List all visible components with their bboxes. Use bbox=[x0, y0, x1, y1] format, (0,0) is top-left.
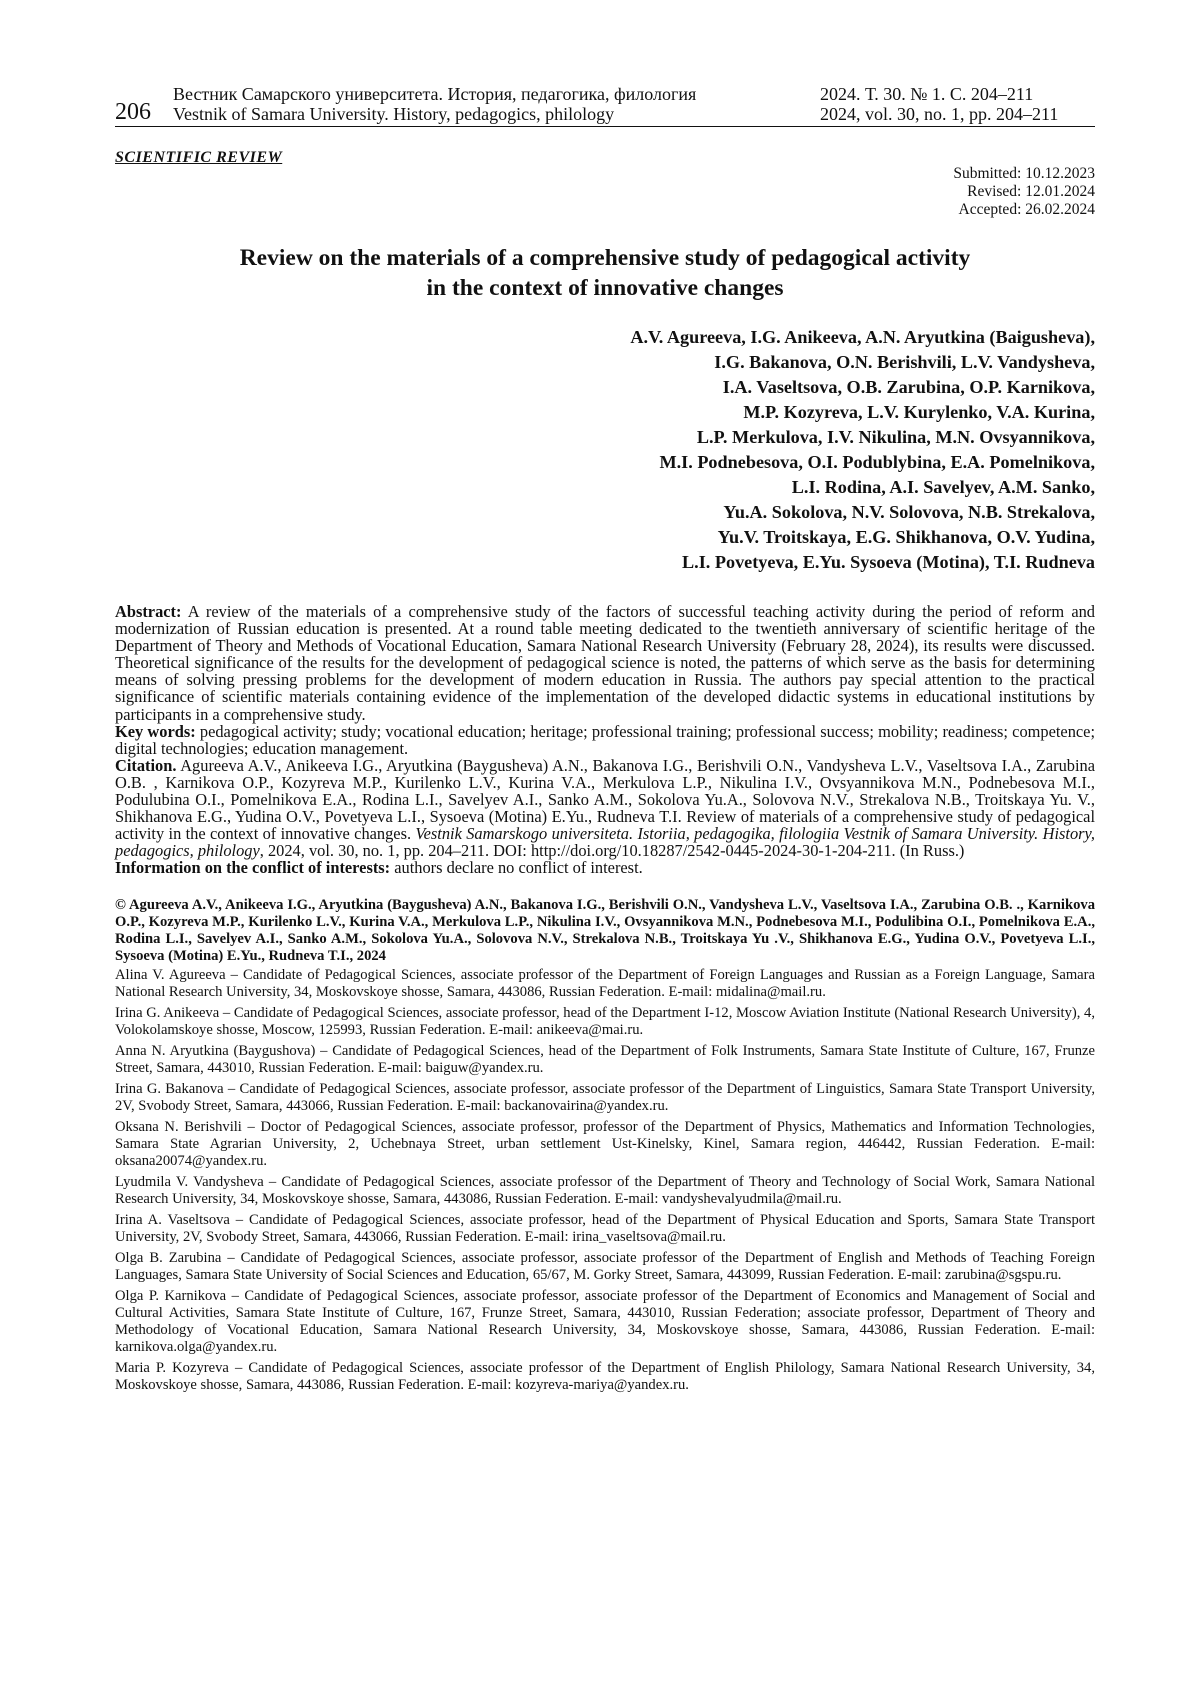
author-line: I.G. Bakanova, O.N. Berishvili, L.V. Vandysheva, bbox=[714, 352, 1095, 372]
affiliation-entry: Irina G. Bakanova – Candidate of Pedagogical Sciences, associate professor, associate professor of the Department of Linguistics, Samara State Transport University, 2V, Svobody Street, Samara, 443066, Russian Federation. E-mail: backanovairina@yandex.ru. bbox=[115, 1080, 1095, 1114]
journal-name bbox=[173, 84, 820, 124]
conflict-text: authors declare no conflict of interest. bbox=[390, 858, 643, 878]
copyright-notice: © Agureeva A.V., Anikeeva I.G., Aryutkina (Baygusheva) A.N., Bakanova I.G., Berishvili O.N., Vandysheva L.V., Vaseltsova I.A., Zarubina O.B. ., Karnikova O.P., Kozyreva M.P., Kurilenko L.V., Kurina V.A., Merkulova L.P., Nikulina I.V., Ovsyannikova M.N., Podnebesova M.I., Podulibina O.I., Pomelnikova E.A., Rodina L.I., Savelyev A.I., Sanko A.M., Sokolova Yu.A., Solovova N.V., Strekalova N.B., Troitskaya Yu .V., Shikhanova E.G., Yudina O.V., Povetyeva L.I., Sysoeva (Motina) E.Yu., Rudneva T.I., 2024 bbox=[115, 896, 1095, 964]
affiliation-entry: Alina V. Agureeva – Candidate of Pedagogical Sciences, associate professor of the Department of Foreign Languages and Russian as a Foreign Language, Samara National Research University, 34, Moskovskoye shosse, Samara, 443086, Russian Federation. E-mail: midalina@mail.ru. bbox=[115, 966, 1095, 1000]
author-line: A.V. Agureeva, I.G. Anikeeva, A.N. Aryutkina (Baigusheva), bbox=[630, 327, 1095, 347]
author-line: L.I. Rodina, A.I. Savelyev, A.M. Sanko, bbox=[791, 477, 1095, 497]
issue-info bbox=[820, 84, 1095, 124]
citation-journal: Vestnik Samarskogo universiteta. Istoriia, pedagogika, filologiia Vestnik of Samara University. History, pedagogics, philology bbox=[115, 824, 1095, 861]
citation-label: Citation. bbox=[115, 755, 177, 775]
citation bbox=[115, 757, 1095, 860]
author-list bbox=[115, 325, 1095, 575]
running-header bbox=[115, 84, 1095, 127]
author-line: M.I. Podnebesova, O.I. Podublybina, E.A. Pomelnikova, bbox=[659, 452, 1095, 472]
section-label: SCIENTIFIC REVIEW bbox=[115, 149, 283, 166]
journal-name-ru: Вестник Самарского университета. История, педагогика, филология bbox=[173, 84, 697, 104]
revised-date: Revised: 12.01.2024 bbox=[967, 183, 1095, 200]
affiliation-entry: Maria P. Kozyreva – Candidate of Pedagogical Sciences, associate professor of the Department of English Philology, Samara National Research University, 34, Moskovskoye shosse, Samara, 443086, Russian Federation. E-mail: kozyreva-mariya@yandex.ru. bbox=[115, 1359, 1095, 1393]
conflict-of-interest bbox=[115, 859, 1095, 876]
keywords-text: pedagogical activity; study; vocational education; heritage; professional training; professional success; mobility; readiness; competence; digital technologies; education management. bbox=[115, 721, 1095, 758]
keywords-label: Key words: bbox=[115, 721, 196, 741]
abstract-text: A review of the materials of a comprehensive study of the factors of successful teaching activity during the period of reform and modernization of Russian education is presented. At a round table meeting dedicated to the twentieth anniversary of scientific heritage of the Department of Theory and Methods of Vocational Education, Samara National Research University (February 28, 2024), its results were discussed. Theoretical significance of the results for the development of pedagogical science is noted, the patterns of which serve as the basis for determining means of solving pressing problems for the development of modern education in Russia. The authors pay special attention to the practical significance of scientific materials containing evidence of the implementation of the developed didactic systems in educational institutions by participants in a comprehensive study. bbox=[115, 602, 1095, 724]
page-number: 206 bbox=[115, 99, 151, 125]
issue-info-en: 2024, vol. 30, no. 1, pp. 204–211 bbox=[820, 104, 1059, 124]
abstract bbox=[115, 603, 1095, 723]
affiliation-entry: Olga P. Karnikova – Candidate of Pedagogical Sciences, associate professor, associate professor of the Department of Economics and Management of Social and Cultural Activities, Samara State Institute of Culture, 167, Frunze Street, Samara, 443010, Russian Federation; associate professor, Department of Theory and Methodology of Vocational Education, Samara National Research University, 34, Moskovskoye shosse, Samara, 443086, Russian Federation. E-mail: karnikova.olga@yandex.ru. bbox=[115, 1287, 1095, 1355]
affiliation-entry: Irina A. Vaseltsova – Candidate of Pedagogical Sciences, associate professor, head of the Department of Physical Education and Sports, Samara State Transport University, 2V, Svobody Street, Samara, 443066, Russian Federation. E-mail: irina_vaseltsova@mail.ru. bbox=[115, 1211, 1095, 1245]
author-line: L.P. Merkulova, I.V. Nikulina, M.N. Ovsyannikova, bbox=[696, 427, 1095, 447]
article-title bbox=[115, 243, 1095, 303]
affiliation-entry: Irina G. Anikeeva – Candidate of Pedagogical Sciences, associate professor, head of the Department I-12, Moscow Aviation Institute (National Research University), 4, Volokolamskoye shosse, Moscow, 125993, Russian Federation. E-mail: anikeeva@mai.ru. bbox=[115, 1004, 1095, 1038]
affiliation-entry: Anna N. Aryutkina (Baygushova) – Candidate of Pedagogical Sciences, head of the Department of Folk Instruments, Samara State Institute of Culture, 167, Frunze Street, Samara, 443010, Russian Federation. E-mail: baiguw@yandex.ru. bbox=[115, 1042, 1095, 1076]
article-dates bbox=[115, 165, 1095, 219]
abstract-label: Abstract: bbox=[115, 602, 182, 621]
title-line: Review on the materials of a comprehensive study of pedagogical activity bbox=[239, 245, 971, 271]
author-line: Yu.V. Troitskaya, E.G. Shikhanova, O.V. Yudina, bbox=[717, 527, 1095, 547]
author-line: L.I. Povetyeva, E.Yu. Sysoeva (Motina), T.I. Rudneva bbox=[682, 552, 1095, 572]
conflict-label: Information on the conflict of interests: bbox=[115, 858, 391, 878]
accepted-date: Accepted: 26.02.2024 bbox=[958, 201, 1095, 218]
author-affiliations bbox=[115, 967, 1095, 1394]
citation-details: , 2024, vol. 30, no. 1, pp. 204–211. DOI: http://doi.org/10.18287/2542-0445-2024-30-1-204-211. (In Russ.) bbox=[259, 841, 965, 861]
author-line: M.P. Kozyreva, L.V. Kurylenko, V.A. Kurina, bbox=[743, 402, 1095, 422]
submitted-date: Submitted: 10.12.2023 bbox=[953, 165, 1095, 182]
affiliation-entry: Olga B. Zarubina – Candidate of Pedagogical Sciences, associate professor, associate professor of the Department of English and Methods of Teaching Foreign Languages, Samara State University of Social Sciences and Education, 65/67, M. Gorky Street, Samara, 443099, Russian Federation. E-mail: zarubina@sgspu.ru. bbox=[115, 1249, 1095, 1283]
citation-text: Agureeva A.V., Anikeeva I.G., Aryutkina (Baygusheva) A.N., Bakanova I.G., Berishvili O.N., Vandysheva L.V., Vaseltsova I.A., Zarubina O.B. , Karnikova O.P., Kozyreva M.P., Kurilenko L.V., Kurina V.A., Merkulova L.P., Nikulina I.V., Ovsyannikova M.N., Podnebesova M.I., Podulubina O.I., Pomelnikova E.A., Rodina L.I., Savelyev A.I., Sanko A.M., Sokolova Yu.A., Solovova N.V., Strekalova N.B., Troitskaya Yu. V., Shikhanova E.G., Yudina O.V., Povetyeva L.I., Sysoeva (Motina) E.Yu., Rudneva T.I. Review of materials of a comprehensive study of pedagogical activity in the context of innovative changes. bbox=[115, 755, 1095, 844]
title-line: in the context of innovative changes bbox=[426, 275, 784, 301]
author-line: I.A. Vaseltsova, O.B. Zarubina, O.P. Karnikova, bbox=[722, 377, 1095, 397]
journal-name-en: Vestnik of Samara University. History, pedagogics, philology bbox=[173, 104, 615, 124]
keywords bbox=[115, 723, 1095, 757]
author-line: Yu.A. Sokolova, N.V. Solovova, N.B. Strekalova, bbox=[723, 502, 1095, 522]
affiliation-entry: Lyudmila V. Vandysheva – Candidate of Pedagogical Sciences, associate professor of the Department of Theory and Technology of Social Work, Samara National Research University, 34, Moskovskoye shosse, Samara, 443086, Russian Federation. E-mail: vandyshevalyudmila@mail.ru. bbox=[115, 1173, 1095, 1207]
issue-info-ru: 2024. Т. 30. № 1. С. 204–211 bbox=[820, 84, 1034, 104]
affiliation-entry: Oksana N. Berishvili – Doctor of Pedagogical Sciences, associate professor, professor of the Department of Physics, Mathematics and Information Technologies, Samara State Agrarian University, 2, Uchebnaya Street, urban settlement Ust-Kinelsky, Kinel, Samara region, 446442, Russian Federation. E-mail: oksana20074@yandex.ru. bbox=[115, 1118, 1095, 1169]
abstract-block bbox=[115, 603, 1095, 877]
